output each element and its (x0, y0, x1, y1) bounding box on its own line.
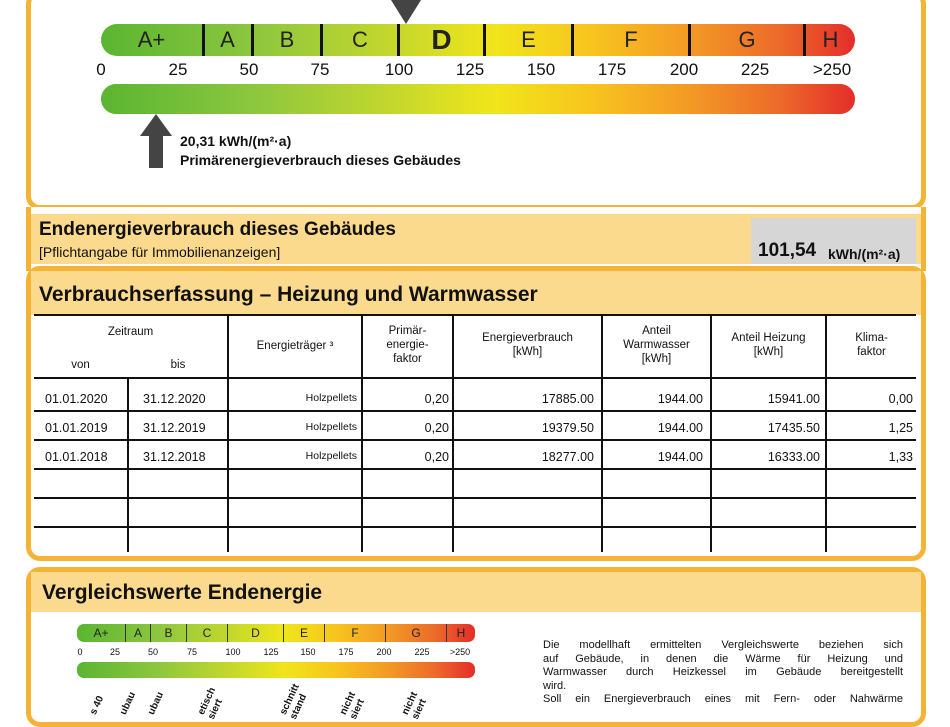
header-zeitraum: Zeitraum (107, 326, 154, 338)
class-label: F (351, 626, 359, 640)
header-klimafaktor: Klima- faktor (855, 332, 888, 358)
cell-traeger: Holzpellets (305, 421, 357, 433)
class-label: A (220, 27, 235, 52)
description-line: Die modellhaft ermittelten Vergleichswerte beziehen sich (543, 639, 903, 651)
energy-class-scale (101, 24, 855, 56)
final-energy-title: Endenergieverbrauch dieses Gebäudes (39, 219, 396, 240)
class-label: C (202, 626, 212, 640)
primary-energy-label: Primärenergieverbrauch dieses Gebäudes (180, 152, 461, 168)
scale-tick: 0 (77, 647, 83, 657)
scale-tick: 75 (310, 60, 330, 79)
description-line: Warmwasser durch Heizkessel im Gebäude bereitgestellt (543, 666, 903, 678)
scale-tick: 175 (597, 60, 627, 79)
class-label: G (411, 626, 421, 640)
scale-tick: 175 (338, 647, 354, 657)
class-label: D (251, 626, 260, 640)
cell-verbrauch: 19379.50 (541, 421, 594, 435)
scale-tick: >250 (449, 647, 471, 657)
cell-faktor: 0,20 (424, 392, 449, 406)
cell-faktor: 0,20 (424, 450, 449, 464)
scale-tick: 225 (740, 60, 770, 79)
class-label: B (164, 626, 173, 640)
cell-verbrauch: 17885.00 (541, 392, 594, 406)
cell-von: 01.01.2019 (45, 421, 108, 435)
class-label: B (279, 27, 295, 52)
comparison-label: etisch siert (196, 685, 225, 722)
class-label: A+ (93, 626, 109, 640)
header-bis: bis (170, 359, 186, 371)
scale-tick: 100 (225, 647, 241, 657)
class-label: E (299, 626, 308, 640)
comparison-title: Vergleichswerte Endenergie (42, 581, 323, 604)
final-energy-marker-icon (391, 0, 421, 26)
header-primaerenergiefaktor: Primär- energie- faktor (386, 325, 429, 365)
scale-tick: 225 (414, 647, 430, 657)
final-energy-value: 101,54 (758, 240, 817, 261)
comparison-description (543, 639, 903, 707)
class-label: H (456, 626, 466, 640)
cell-traeger: Holzpellets (305, 450, 357, 462)
cell-klima: 1,25 (888, 421, 913, 435)
cell-von: 01.01.2020 (45, 392, 108, 406)
cell-heizung: 16333.00 (767, 450, 820, 464)
primary-energy-value: 20,31 kWh/(m²·a) (180, 133, 292, 149)
description-line: Soll ein Energieverbrauch eines mit Fern- oder Nahwärme (543, 693, 903, 705)
scale-tick: 125 (455, 60, 485, 79)
cell-heizung: 17435.50 (767, 421, 820, 435)
comparison-label: s 40 (88, 694, 107, 717)
cell-warmwasser: 1944.00 (657, 392, 703, 406)
cell-bis: 31.12.2019 (143, 421, 206, 435)
class-label-active: D (431, 24, 452, 55)
header-energietraeger: Energieträger ³ (256, 340, 334, 352)
cell-faktor: 0,20 (424, 421, 449, 435)
class-label: A (133, 626, 142, 640)
cell-warmwasser: 1944.00 (657, 450, 703, 464)
final-energy-unit: kWh/(m²·a) (828, 246, 901, 262)
cell-heizung: 15941.00 (767, 392, 820, 406)
cell-bis: 31.12.2020 (143, 392, 206, 406)
comparison-label: ubau (118, 690, 139, 717)
primary-energy-marker-icon (140, 114, 172, 168)
cell-klima: 1,33 (888, 450, 913, 464)
comparison-label: nicht siert (338, 690, 367, 722)
header-von: von (71, 359, 90, 371)
cell-verbrauch: 18277.00 (541, 450, 594, 464)
scale-tick: 0 (96, 60, 106, 79)
header-heizung: Anteil Heizung [kWh] (731, 332, 806, 358)
scale-tick: 150 (300, 647, 316, 657)
scale-tick: 100 (384, 60, 414, 79)
cell-klima: 0,00 (888, 392, 913, 406)
scale-tick: 25 (109, 647, 121, 657)
cell-von: 01.01.2018 (45, 450, 108, 464)
class-label: G (738, 27, 756, 52)
comparison-class-scale (77, 624, 475, 642)
comparison-gradient-scale (77, 662, 475, 678)
class-label: F (624, 27, 638, 52)
scale-tick: 50 (239, 60, 259, 79)
cell-warmwasser: 1944.00 (657, 421, 703, 435)
scale-tick: >250 (812, 60, 852, 79)
scale-tick: 125 (263, 647, 279, 657)
cell-bis: 31.12.2018 (143, 450, 206, 464)
class-label: E (521, 27, 536, 52)
class-label: A+ (137, 27, 166, 52)
final-energy-subtitle: [Pflichtangabe für Immobilienanzeigen] (39, 244, 281, 260)
scale-tick: 25 (168, 60, 188, 79)
primary-energy-scale (101, 84, 855, 114)
scale-tick: 75 (186, 647, 198, 657)
class-label: H (822, 27, 839, 52)
scale-tick: 50 (147, 647, 159, 657)
scale-tick: 150 (526, 60, 556, 79)
header-warmwasser: Anteil Warmwasser [kWh] (623, 325, 690, 365)
description-line: auf Gebäude, in denen die Wärme für Heizung und (543, 652, 903, 665)
consumption-title: Verbrauchserfassung – Heizung und Warmwasser (39, 283, 538, 306)
cell-traeger: Holzpellets (305, 392, 357, 404)
comparison-label: schnitt stand (278, 682, 310, 722)
header-energieverbrauch: Energieverbrauch [kWh] (482, 332, 573, 358)
description-line: wird. (543, 679, 567, 692)
scale-tick: 200 (669, 60, 699, 79)
class-label: C (352, 27, 368, 52)
scale-tick: 200 (376, 647, 392, 657)
comparison-label: nicht siert (400, 690, 429, 722)
comparison-label: ubau (146, 690, 167, 717)
